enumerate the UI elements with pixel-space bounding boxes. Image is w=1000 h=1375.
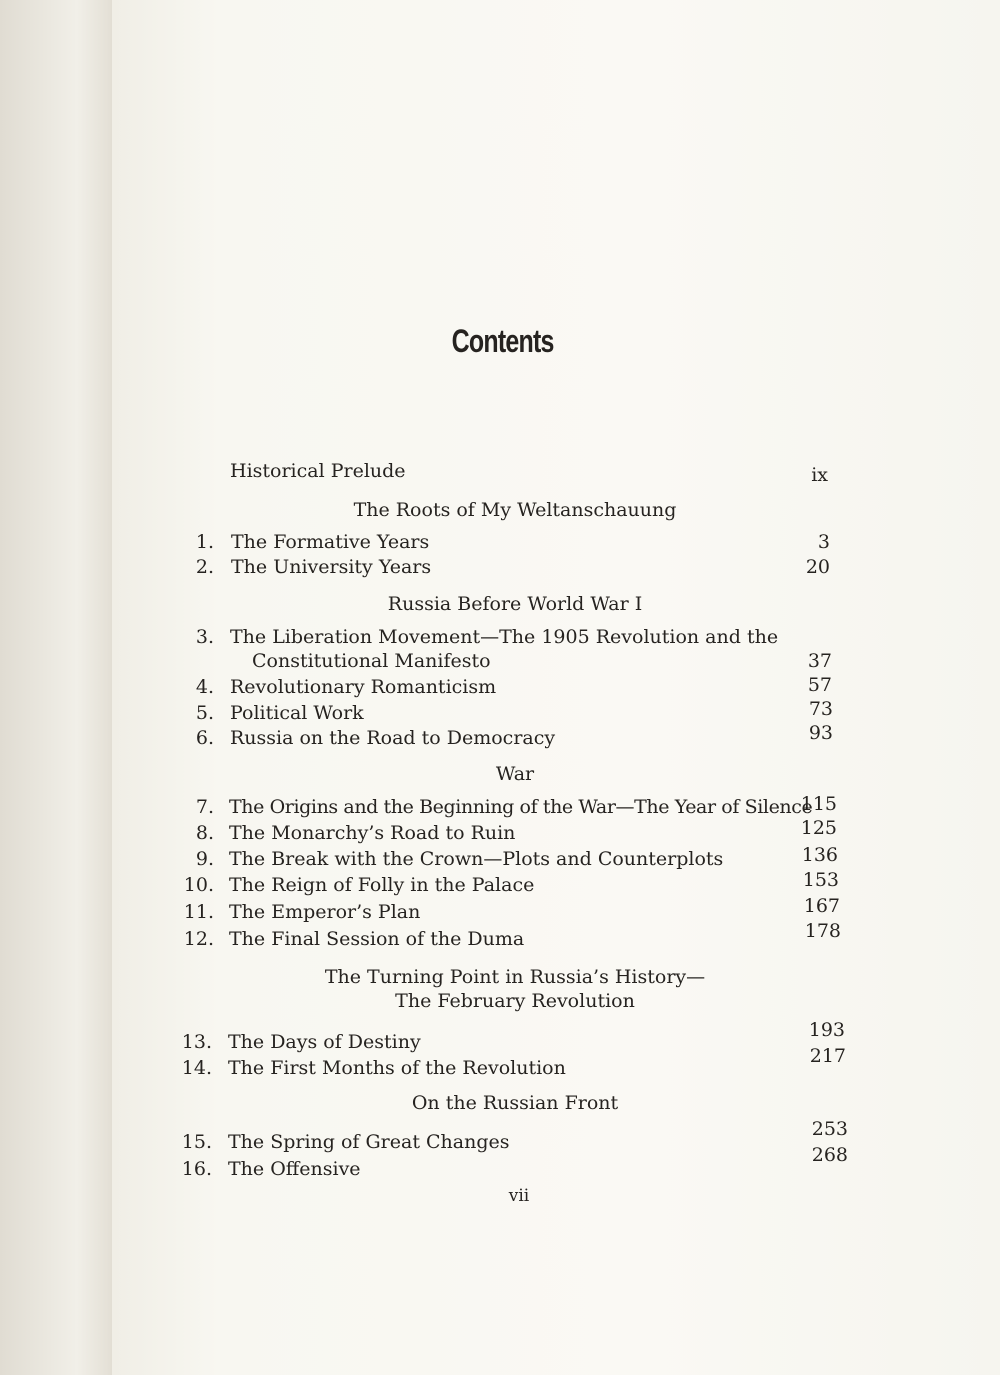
toc-label: The Monarchy’s Road to Ruin <box>229 822 516 844</box>
toc-label: The First Months of the Revolution <box>228 1057 566 1079</box>
toc-page-number: 37 <box>807 650 832 672</box>
toc-page-number: 125 <box>800 817 837 839</box>
toc-label: The Spring of Great Changes <box>228 1131 510 1153</box>
toc-page-number: ix <box>811 464 828 486</box>
section-heading: The Roots of My Weltanschauung <box>353 499 677 521</box>
page-folio: vii <box>508 1186 530 1206</box>
toc-label: The Origins and the Beginning of the War—The Year of Silence <box>229 796 813 818</box>
section-heading: War <box>495 763 535 785</box>
section-heading: The February Revolution <box>395 990 635 1012</box>
section-heading: Russia Before World War I <box>387 593 643 615</box>
toc-number: 10. <box>183 874 214 896</box>
toc-label: Revolutionary Romanticism <box>230 676 497 698</box>
toc-number: 3. <box>195 626 214 648</box>
toc-label: The Emperor’s Plan <box>229 901 421 923</box>
toc-label: Historical Prelude <box>230 460 406 482</box>
section-heading: The Turning Point in Russia’s History— <box>324 966 706 988</box>
toc-label: The Formative Years <box>231 531 430 553</box>
toc-page-number: 167 <box>803 895 840 917</box>
toc-label: The University Years <box>231 556 432 578</box>
toc-label: The Offensive <box>228 1158 361 1180</box>
toc-page-number: 20 <box>805 556 830 578</box>
toc-page-number: 115 <box>800 793 837 815</box>
toc-page-number: 268 <box>811 1144 848 1166</box>
toc-number: 5. <box>195 702 214 724</box>
toc-page-number: 73 <box>808 698 833 720</box>
page-title: Contents <box>451 323 554 360</box>
toc-label: The Days of Destiny <box>228 1031 421 1053</box>
toc-number: 14. <box>181 1057 212 1079</box>
toc-number: 12. <box>183 928 214 950</box>
toc-page-number: 136 <box>801 844 838 866</box>
toc-page-number: 217 <box>809 1045 846 1067</box>
toc-label: The Reign of Folly in the Palace <box>229 874 535 896</box>
toc-page-number: 3 <box>817 531 830 553</box>
toc-number: 13. <box>181 1031 212 1053</box>
toc-number: 9. <box>195 848 214 870</box>
toc-label: The Break with the Crown—Plots and Counterplots <box>229 848 724 870</box>
toc-number: 6. <box>195 727 214 749</box>
toc-label: The Liberation Movement—The 1905 Revolution and the <box>230 626 779 648</box>
toc-label: The Final Session of the Duma <box>229 928 525 950</box>
toc-page-number: 193 <box>808 1019 845 1041</box>
toc-number: 7. <box>195 796 214 818</box>
toc-page-number: 57 <box>807 674 832 696</box>
toc-page-number: 253 <box>811 1118 848 1140</box>
toc-label: Russia on the Road to Democracy <box>230 727 556 749</box>
toc-number: 11. <box>183 901 214 923</box>
toc-number: 4. <box>195 676 214 698</box>
toc-label: Constitutional Manifesto <box>252 650 491 672</box>
toc-number: 15. <box>181 1131 212 1153</box>
toc-page-number: 93 <box>808 722 833 744</box>
section-heading: On the Russian Front <box>411 1092 619 1114</box>
toc-page-number: 178 <box>804 920 841 942</box>
toc-page-number: 153 <box>802 869 839 891</box>
toc-label: Political Work <box>230 702 364 724</box>
toc-number: 8. <box>195 822 214 844</box>
toc-number: 1. <box>195 531 214 553</box>
toc-number: 2. <box>195 556 214 578</box>
toc-number: 16. <box>181 1158 212 1180</box>
